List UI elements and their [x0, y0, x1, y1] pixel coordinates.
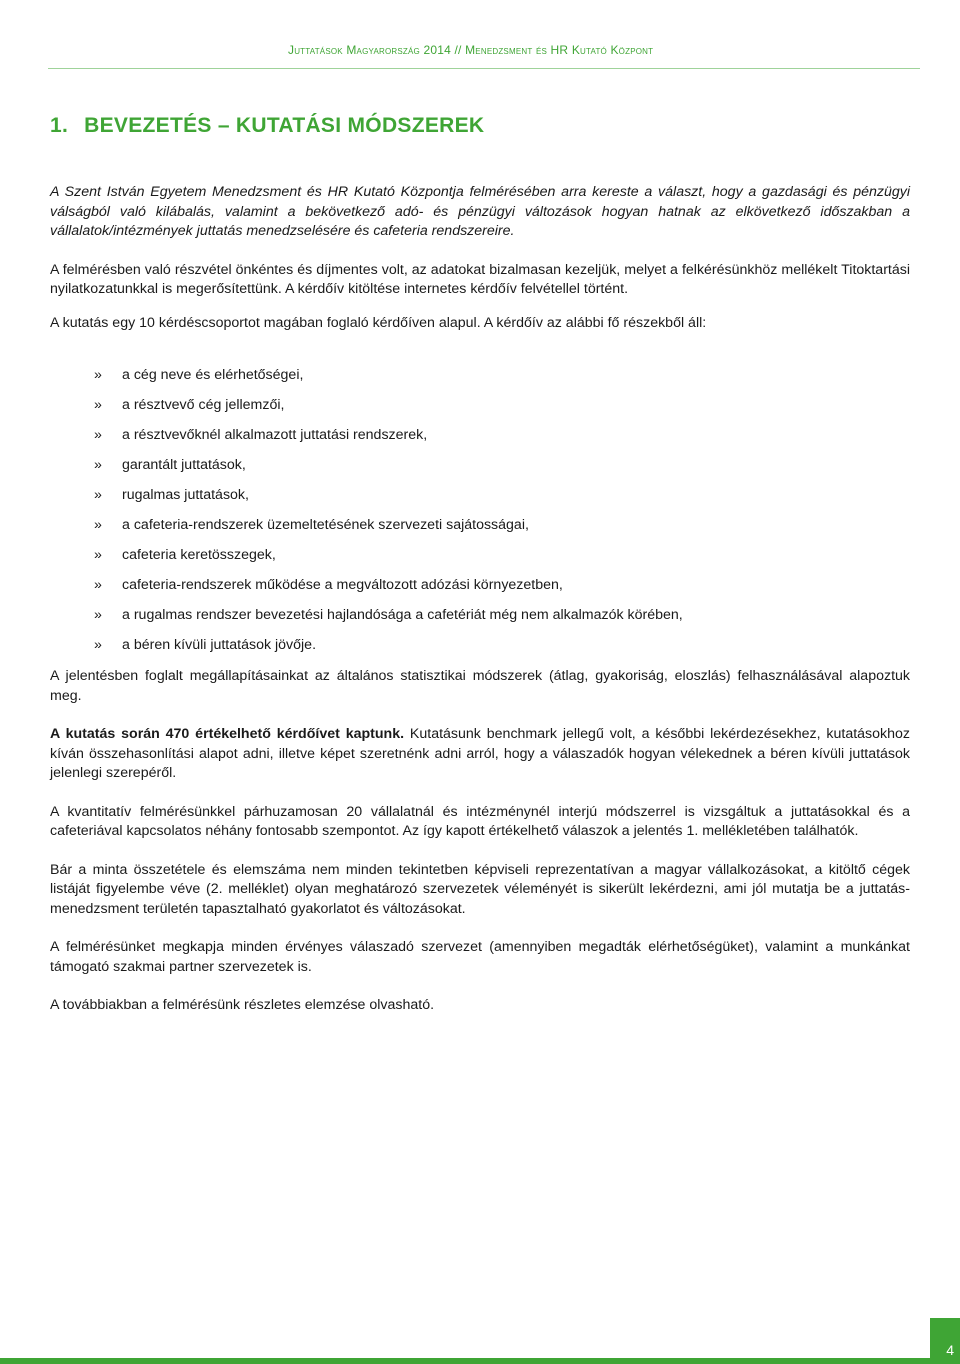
bullet-icon: »: [94, 397, 102, 413]
section-heading: BEVEZETÉS – KUTATÁSI MÓDSZEREK: [84, 114, 485, 137]
footer-bar: [0, 1358, 960, 1364]
body-content: [50, 183, 910, 1016]
bullet-icon: »: [94, 577, 102, 593]
results-text: Kutatásunk benchmark jellegű volt, a későbbi lekérdezésekhez, kutatásokhoz kíván összehasonlítási alapot adni, illetve képet szeretnénk adni arról, hogy a válaszadók hogyan vélekednek a béren kívüli juttatások jelenlegi szerepéről.: [50, 726, 911, 781]
interview-paragraph: A kvantitatív felmérésünkkel párhuzamosan 20 vállalatnál és intézménynél interjú módszerrel is vizsgáltuk a juttatásokkal és a cafeteriával kapcsolatos néhány fontosabb szempontot. Az így kapott értékelhető válaszok a jelentés 1. mellékletében találhatók.: [50, 803, 910, 839]
list-item: » cafeteria keretösszegek,: [50, 546, 910, 576]
header-divider: [48, 68, 920, 69]
list-item: » a résztvevő cég jellemzői,: [50, 396, 910, 426]
questionnaire-parts-list: [50, 366, 910, 666]
running-header: Juttatások Magyarország 2014 // Menedzsment és HR Kutató Központ: [288, 43, 654, 57]
bullet-icon: »: [94, 457, 102, 473]
questionnaire-paragraph: A kutatás egy 10 kérdéscsoportot magában foglaló kérdőíven alapul. A kérdőív az alábbi fő részekből áll:: [50, 314, 707, 331]
bullet-icon: »: [94, 427, 102, 443]
page-number: 4: [946, 1342, 954, 1358]
distribution-paragraph: A felmérésünket megkapja minden érvényes válaszadó szervezet (amennyiben megadták elérhetőségüket), valamint a munkánkat támogató szakmai partner szervezetek is.: [50, 939, 910, 975]
list-item: » a cafeteria-rendszerek üzemeltetésének szervezeti sajátosságai,: [50, 516, 910, 546]
bullet-icon: »: [94, 637, 102, 653]
bullet-icon: »: [94, 487, 102, 503]
page-number-tab: [930, 1318, 960, 1364]
bullet-icon: »: [94, 607, 102, 623]
sample-paragraph: Bár a minta összetétele és elemszáma nem minden tekintetben képviseli reprezentatívan a magyar vállalkozásokat, a kitöltő cégek listáját figyelembe véve (2. melléklet) olyan meghatározó szervezetek véleményét is sikerült lekérdezni, ami jól mutatja be a juttatás-menedzsment területén tapasztalható gyakorlatot és változásokat.: [50, 861, 910, 917]
list-item: » rugalmas juttatások,: [50, 486, 910, 516]
list-item: » a résztvevőknél alkalmazott juttatási rendszerek,: [50, 426, 910, 456]
section-number: 1.: [50, 114, 69, 137]
results-highlight: A kutatás során 470 értékelhető kérdőívet kaptunk.: [50, 726, 405, 742]
list-item: » a béren kívüli juttatások jövője.: [50, 636, 910, 666]
list-item: » a rugalmas rendszer bevezetési hajlandósága a cafetériát még nem alkalmazók körében,: [50, 606, 910, 636]
results-paragraph: [50, 725, 910, 784]
bullet-icon: »: [94, 547, 102, 563]
bullet-icon: »: [94, 517, 102, 533]
list-item: » cafeteria-rendszerek működése a megváltozott adózási környezetben,: [50, 576, 910, 606]
methods-paragraph: A jelentésben foglalt megállapításainkat az általános statisztikai módszerek (átlag, gyakoriság, eloszlás) felhasználásával alapoztuk meg.: [50, 668, 910, 704]
list-item: » a cég neve és elérhetőségei,: [50, 366, 910, 396]
intro-paragraph: A Szent István Egyetem Menedzsment és HR Kutató Központja felmérésében arra kereste a választ, hogy a gazdasági és pénzügyi válságból való kilábalás, valamint a bekövetkező adó- és pénzügyi változások hogyan hatnak az elkövetkező időszakban a vállalatok/intézmények juttatás menedzselésére és cafeteria rendszereire.: [50, 184, 910, 239]
participation-paragraph: A felmérésben való részvétel önkéntes és díjmentes volt, az adatokat bizalmasan kezeljük, melyet a felkérésünkhöz mellékelt Titoktartási nyilatkozatunkkal is megerősítettünk. A kérdőív kitöltése internetes kérdőív felvétellel történt.: [50, 261, 910, 297]
list-item: » garantált juttatások,: [50, 456, 910, 486]
section-title: [50, 114, 484, 138]
bullet-icon: »: [94, 367, 102, 383]
closing-paragraph: A továbbiakban a felmérésünk részletes elemzése olvasható.: [50, 997, 435, 1013]
